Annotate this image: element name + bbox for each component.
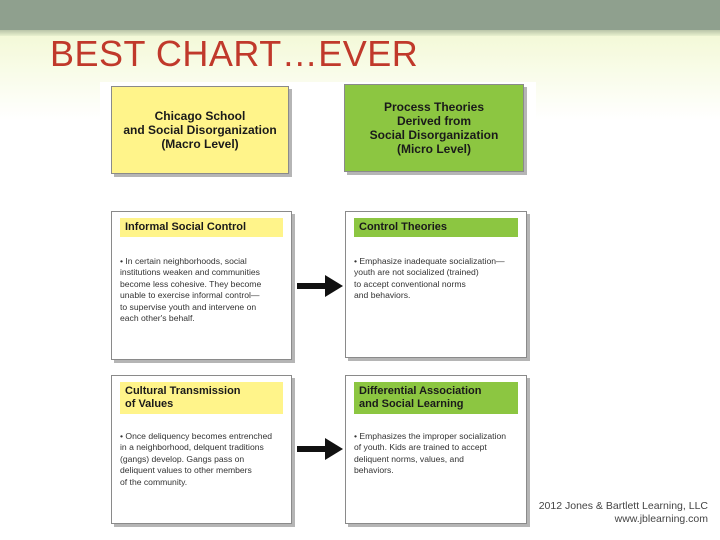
cultural-transmission-box	[111, 375, 292, 524]
diagram-figure	[100, 82, 536, 528]
cultural-transmission-text: • Once deliquency becomes entrenched in a neighborhood, delquent traditions (gangs) develop. Gangs pass on deliquent values to other members of the community.	[120, 431, 273, 487]
differential-association-text: • Emphasizes the improper socialization of youth. Kids are trained to accept deliquent norms, values, and behaviors.	[354, 431, 507, 476]
cultural-transmission-label: Cultural Transmission of Values	[120, 382, 283, 414]
differential-association-box	[345, 375, 527, 524]
copyright-credit: 2012 Jones & Bartlett Learning, LLC www.jblearning.com	[538, 500, 708, 525]
arrow-right-icon	[297, 438, 343, 460]
control-theories-label: Control Theories	[354, 218, 518, 237]
slide-title: BEST CHART…EVER	[50, 33, 419, 74]
differential-association-label: Differential Association and Social Learning	[354, 382, 518, 414]
arrow-right-icon	[297, 275, 343, 297]
control-theories-text: • Emphasize inadequate socialization— youth are not socialized (trained) to accept conventional norms and behaviors.	[354, 256, 505, 301]
top-bar	[0, 0, 720, 30]
informal-social-control-box	[111, 211, 292, 360]
control-theories-box	[345, 211, 527, 358]
informal-social-control-text: • In certain neighborhoods, social institutions weaken and communities become less cohesive. They become unable to exercise informal control— to supervise youth and intervene on each other's behalf.	[120, 256, 262, 324]
micro-level-header: Process Theories Derived from Social Disorganization (Micro Level)	[344, 84, 524, 172]
macro-level-header: Chicago School and Social Disorganization (Macro Level)	[111, 86, 289, 174]
informal-social-control-label: Informal Social Control	[120, 218, 283, 237]
